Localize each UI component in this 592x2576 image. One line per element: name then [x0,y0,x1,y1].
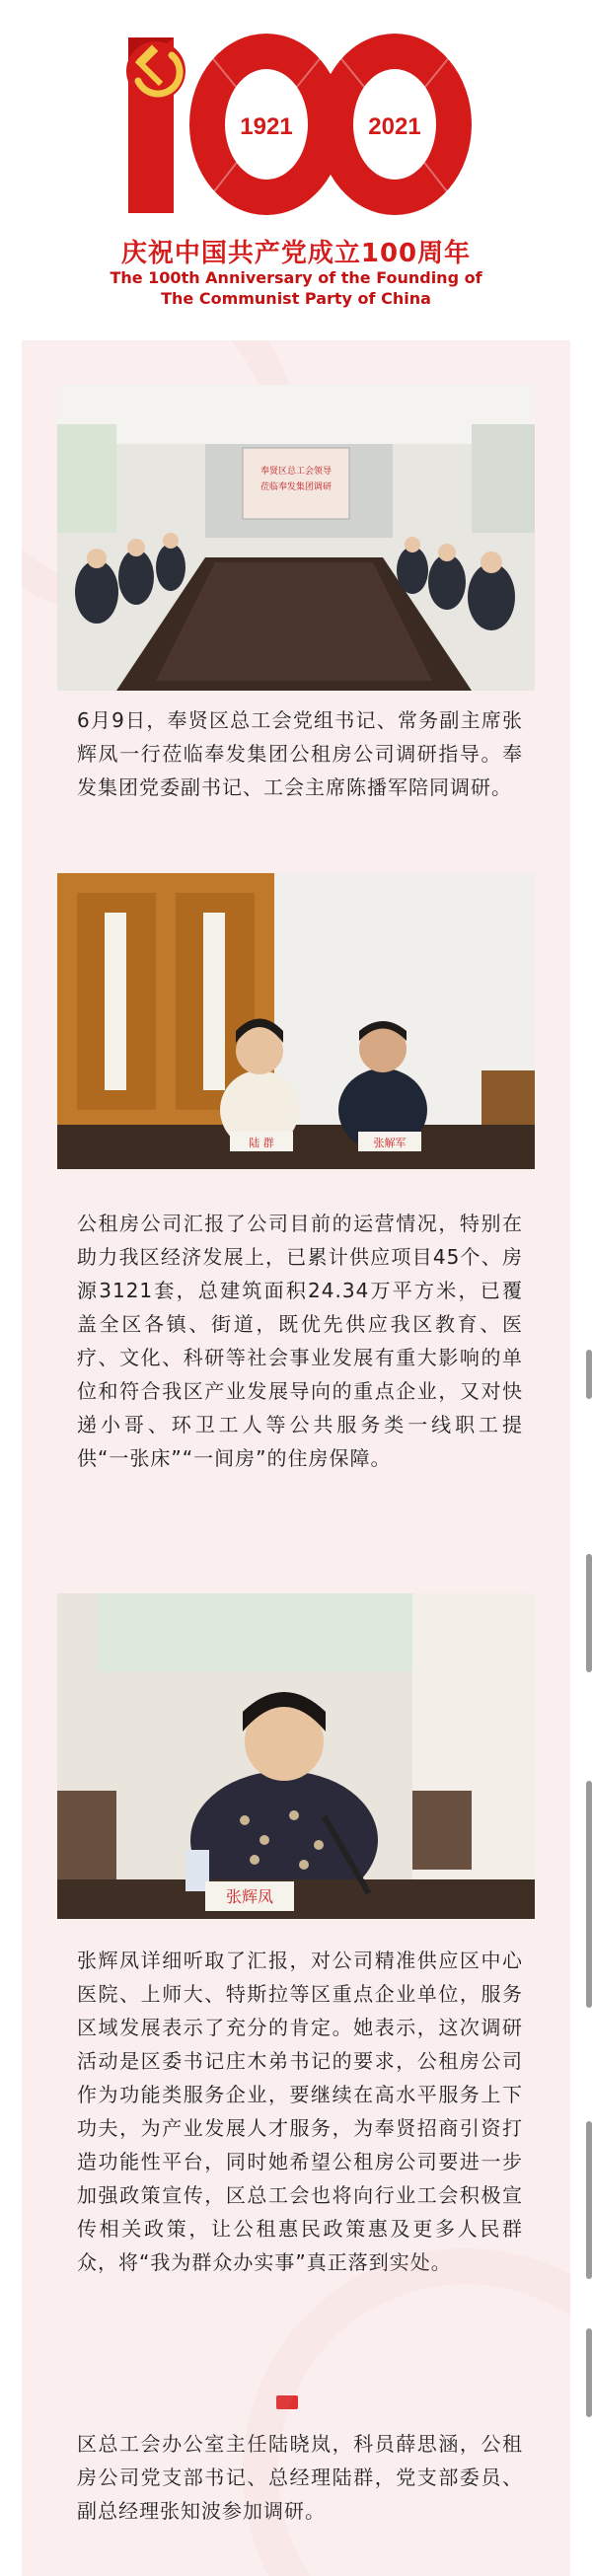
screen-text-line1: 奉贤区总工会领导 [259,467,333,477]
meeting-table [57,1879,535,1919]
photo-meeting-room [57,385,535,691]
scrollbar-segment [586,2121,592,2279]
scrollbar-segment [586,1554,592,1672]
nameplate-right: 张解军 [373,1137,407,1149]
article-paragraph-2: 公租房公司汇报了公司目前的运营情况，特别在助力我区经济发展上，已累计供应项目45个、房源3121套，总建筑面积24.34万平方米，已覆盖全区各镇、街道，既优先供应我区教育、医疗、文化、科研等社会事业发展有重大影响的单位和符合我区产业发展导向的重点企业，又对快递小哥、环卫工人等公共服务类一线职工提供“一张床”“一间房”的住房保障。 [77,1212,523,1470]
year-start: 1921 [240,113,293,140]
party-flag-icon [276,2395,298,2409]
article-frame [22,340,570,2576]
meeting-table [57,1125,535,1169]
article-paragraph-4: 区总工会办公室主任陆晓岚，科员薛思涵，公租房公司党支部书记、总经理陆群，党支部委员、副总经理张知波参加调研。 [77,2432,523,2523]
headline-english-line2: The Communist Party of China [161,289,431,308]
anniversary-banner [0,0,592,326]
scrollbar-segment [586,1781,592,2008]
photo-officials-table [57,873,535,1169]
year-end: 2021 [368,113,421,140]
photo-speaker [57,1593,535,1919]
article-paragraph-1: 6月9日，奉贤区总工会党组书记、常务副主席张辉凤一行莅临奉发集团公租房公司调研指导。奉发集团党委副书记、工会主席陈播军陪同调研。 [77,708,523,799]
centenary-logo [109,20,483,227]
screen-text-line2: 莅临奉发集团调研 [259,482,333,492]
article-paragraph-3: 张辉凤详细听取了汇报，对公司精准供应区中心医院、上师大、特斯拉等区重点企业单位，服务区域发展表示了充分的肯定。她表示，这次调研活动是区委书记庄木弟书记的要求，公租房公司作为功能类服务企业，要继续在高水平服务上下功夫，为产业发展人才服务，为奉贤招商引资打造功能性平台，同时她希望公租房公司要进一步加强政策宣传，区总工会也将向行业工会积极宣传相关政策，让公租惠民政策惠及更多人民群众，将“我为群众办实事”真正落到实处。 [77,1949,523,2274]
hammer-sickle-icon [126,41,185,101]
headline-english-line1: The 100th Anniversary of the Founding of [110,268,482,287]
headline-chinese: 庆祝中国共产党成立100周年 [120,239,472,268]
scrollbar-segment [586,2328,592,2417]
nameplate-left: 陆 群 [249,1137,274,1149]
nameplate: 张辉凤 [225,1887,274,1906]
scrollbar-thumb[interactable] [586,1350,592,1399]
